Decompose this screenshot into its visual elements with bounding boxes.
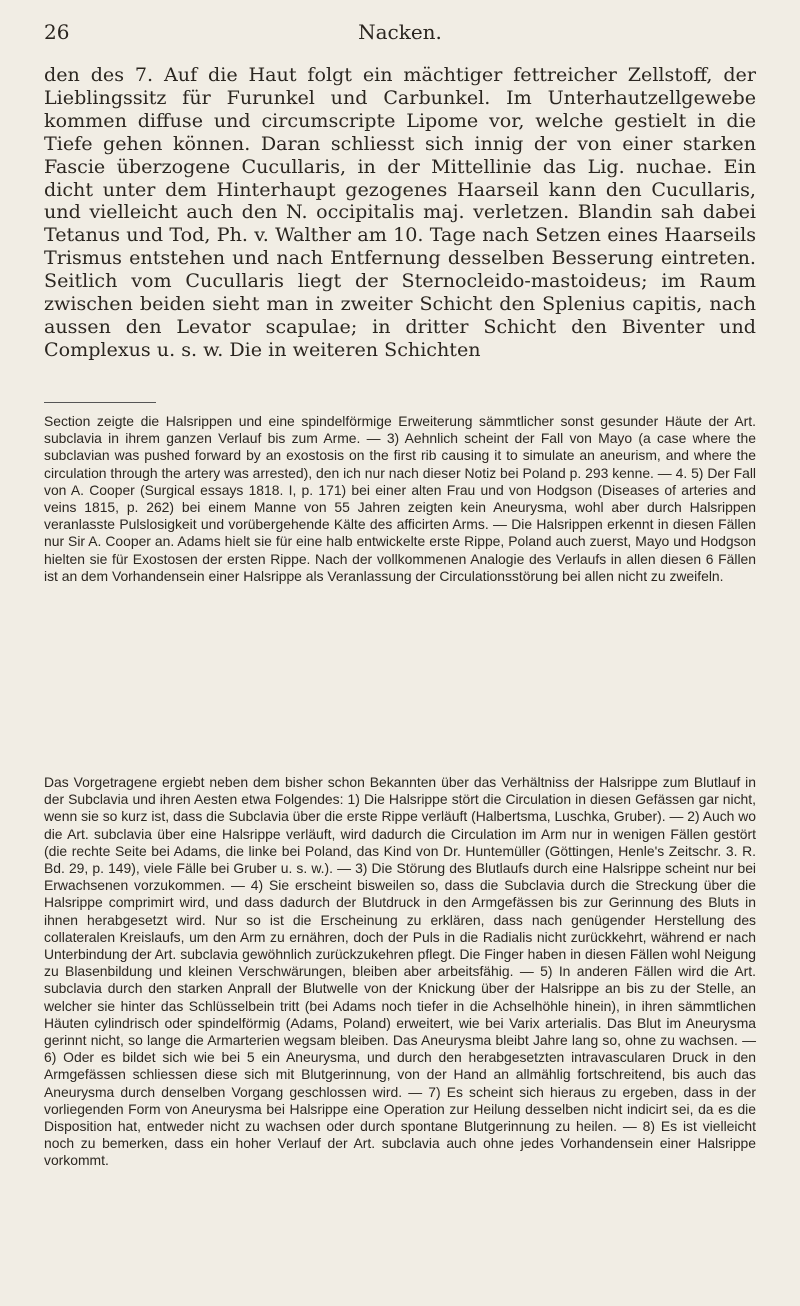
page-number: 26 [44, 20, 70, 44]
page-header [44, 20, 756, 46]
main-text-paragraph: den des 7. Auf die Haut folgt ein mächtiger fettreicher Zellstoff, der Lieblingssitz für Furunkel und Carbunkel. Im Unterhautzellgewebe kommen diffuse und circumscripte Lipome vor, welche gestielt in die Tiefe gehen können. Daran schliesst sich innig der von einer starken Fascie überzogene Cucullaris, in der Mittellinie das Lig. nuchae. Ein dicht unter dem Hinterhaupt gezogenes Haarseil kann den Cucullaris, und vielleicht auch den N. occipitalis maj. verletzen. Blandin sah dabei Tetanus und Tod, Ph. v. Walther am 10. Tage nach Setzen eines Haarseils Trismus entstehen und nach Entfernung desselben Besserung eintreten. Seitlich vom Cucullaris liegt der Sternocleido-mastoideus; im Raum zwischen beiden sieht man in zweiter Schicht den Splenius capitis, nach aussen den Levator scapulae; in dritter Schicht den Biventer und Complexus u. s. w. Die in weiteren Schichten [44, 63, 756, 361]
footnote-paragraph-1: Section zeigte die Halsrippen und eine spindelförmige Erweiterung sämmtlicher sonst gesunder Häute der Art. subclavia in ihrem ganzen Verlauf bis zum Arme. — 3) Aehnlich scheint der Fall von Mayo (a case where the subclavian was pushed forward by an exostosis on the first rib causing it to simulate an aneurism, and where the circulation through the artery was arrested), den ich nur nach dieser Notiz bei Poland p. 293 kenne. — 4. 5) Der Fall von A. Cooper (Surgical essays 1818. I, p. 171) bei einer alten Frau und von Hodgson (Diseases of arteries and veins 1815, p. 262) bei einem Manne von 55 Jahren zeigten kein Aneurysma, wohl aber durch Halsrippen veranlasste Pulslosigkeit und vorübergehende Kälte des afficirten Arms. — Die Halsrippen erkennt in diesen Fällen nur Sir A. Cooper an. Adams hielt sie für eine halb entwickelte erste Rippe, Poland auch zuerst, Mayo und Hodgson hielten sie für Exostosen der ersten Rippe. Nach der vollkommenen Analogie des Verlaufs in allen diesen 6 Fällen ist an dem Vorhandensein einer Halsrippe als Veranlassung der Circulationsstörung bei allen nicht zu zweifeln. [44, 413, 756, 584]
footnote-paragraph-2: Das Vorgetragene ergiebt neben dem bisher schon Bekannten über das Verhältniss der Halsrippe zum Blutlauf in der Subclavia und ihren Aesten etwa Folgendes: 1) Die Halsrippe stört die Circulation in diesen Gefässen gar nicht, wenn sie so kurz ist, dass die Subclavia über die erste Rippe verläuft (Halbertsma, Luschka, Gruber). — 2) Auch wo die Art. subclavia über eine Halsrippe verläuft, wird dadurch die Circulation im Arm nur in wenigen Fällen gestört (die rechte Seite bei Adams, die linke bei Poland, das Kind von Dr. Huntemüller (Göttingen, Henle's Zeitschr. 3. R. Bd. 29, p. 149), viele Fälle bei Gruber u. s. w.). — 3) Die Störung des Blutlaufs durch eine Halsrippe scheint nur bei Erwachsenen vorzukommen. — 4) Sie erscheint bisweilen so, dass die Subclavia durch die Streckung über die Halsrippe comprimirt wird, und dass dadurch der Blutdruck in den Armgefässen bis zur Gerinnung des Bluts in ihnen herabgesetzt wird. Nur so ist die Erscheinung zu erklären, dass nach genügender Herstellung des collateralen Kreislaufs, um den Arm zu ernähren, doch der Puls in die Radialis nicht zurückkehrt, während er nach Unterbindung der Art. subclavia gewöhnlich zurückzukehren pflegt. Die Finger haben in diesen Fällen wohl Neigung zu Blasenbildung und kleinen Verschwärungen, bleiben aber arbeitsfähig. — 5) In anderen Fällen wird die Art. subclavia durch den starken Anprall der Blutwelle von der Knickung über der Halsrippe an bis zu der Stelle, an welcher sie hinter das Schlüsselbein tritt (bei Adams noch tiefer in die Achselhöhle hinein), in ihren sämmtlichen Häuten cylindrisch oder spindelförmig (Adams, Poland) erweitert, wie bei Varix arterialis. Das Blut im Aneurysma gerinnt nicht, so lange die Armarterien wegsam bleiben. Das Aneurysma bleibt Jahre lang so, ohne zu wachsen. — 6) Oder es bildet sich wie bei 5 ein Aneurysma, und durch den herabgesetzten intravascularen Druck in den Armgefässen schliessen diese sich mit Blutgerinnung, von der Hand an allmählig fortschreitend, bis auch das Aneurysma durch denselben Vorgang geschlossen wird. — 7) Es scheint sich hieraus zu ergeben, dass in der vorliegenden Form von Aneurysma bei Halsrippe eine Operation zur Heilung desselben nicht indicirt sei, da es die Disposition hat, entweder nicht zu wachsen oder durch spontane Blutgerinnung zu heilen. — 8) Es ist vielleicht noch zu bemerken, dass ein hoher Verlauf der Art. subclavia auch ohne jedes Vorhandensein einer Halsrippe vorkommt. [44, 774, 756, 1169]
footnote-divider [44, 402, 156, 403]
running-head: Nacken. [358, 20, 442, 44]
